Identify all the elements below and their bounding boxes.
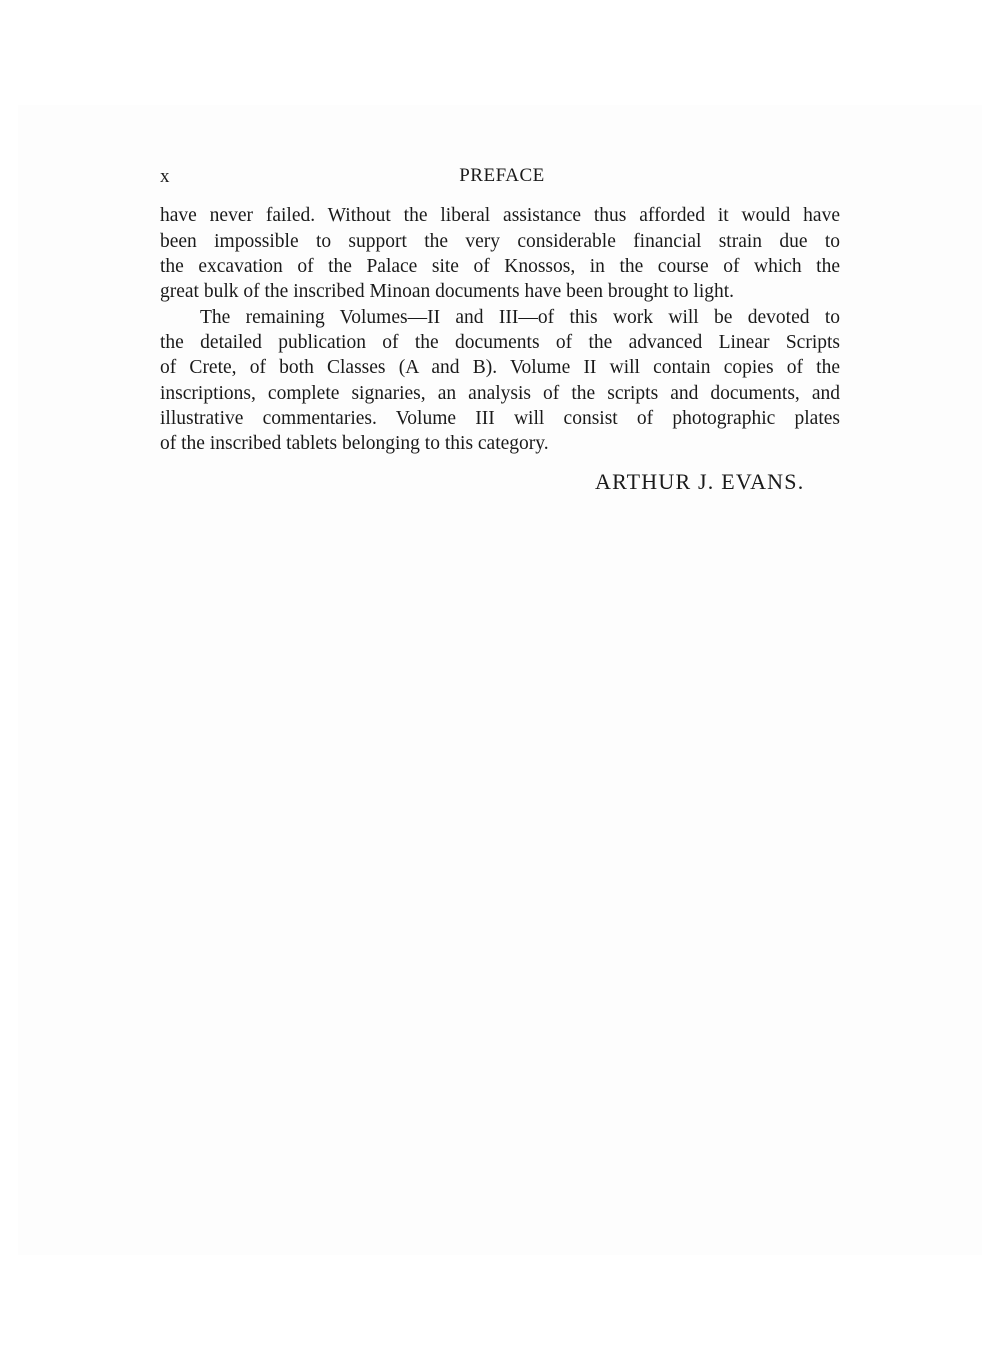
text-line: The remaining Volumes—II and III—of this work will be devoted to [200, 307, 840, 328]
text-line: great bulk of the inscribed Minoan documents have been brought to light. [160, 281, 735, 302]
text-line: the excavation of the Palace site of Knossos, in the course of which the [160, 256, 840, 277]
text-line: illustrative commentaries. Volume III will consist of photographic plates [160, 408, 840, 429]
text-line: of the inscribed tablets belonging to this category. [160, 433, 549, 454]
text-line: been impossible to support the very considerable financial strain due to [160, 231, 840, 252]
running-head: PREFACE [459, 165, 545, 186]
author-signature: ARTHUR J. EVANS. [595, 469, 805, 494]
text-line: the detailed publication of the documents of the advanced Linear Scripts [160, 332, 840, 353]
text-line: of Crete, of both Classes (A and B). Volume II will contain copies of the [160, 357, 840, 378]
text-line: have never failed. Without the liberal assistance thus afforded it would have [160, 205, 840, 226]
text-line: inscriptions, complete signaries, an analysis of the scripts and documents, and [160, 383, 840, 404]
page-number: x [160, 166, 170, 187]
